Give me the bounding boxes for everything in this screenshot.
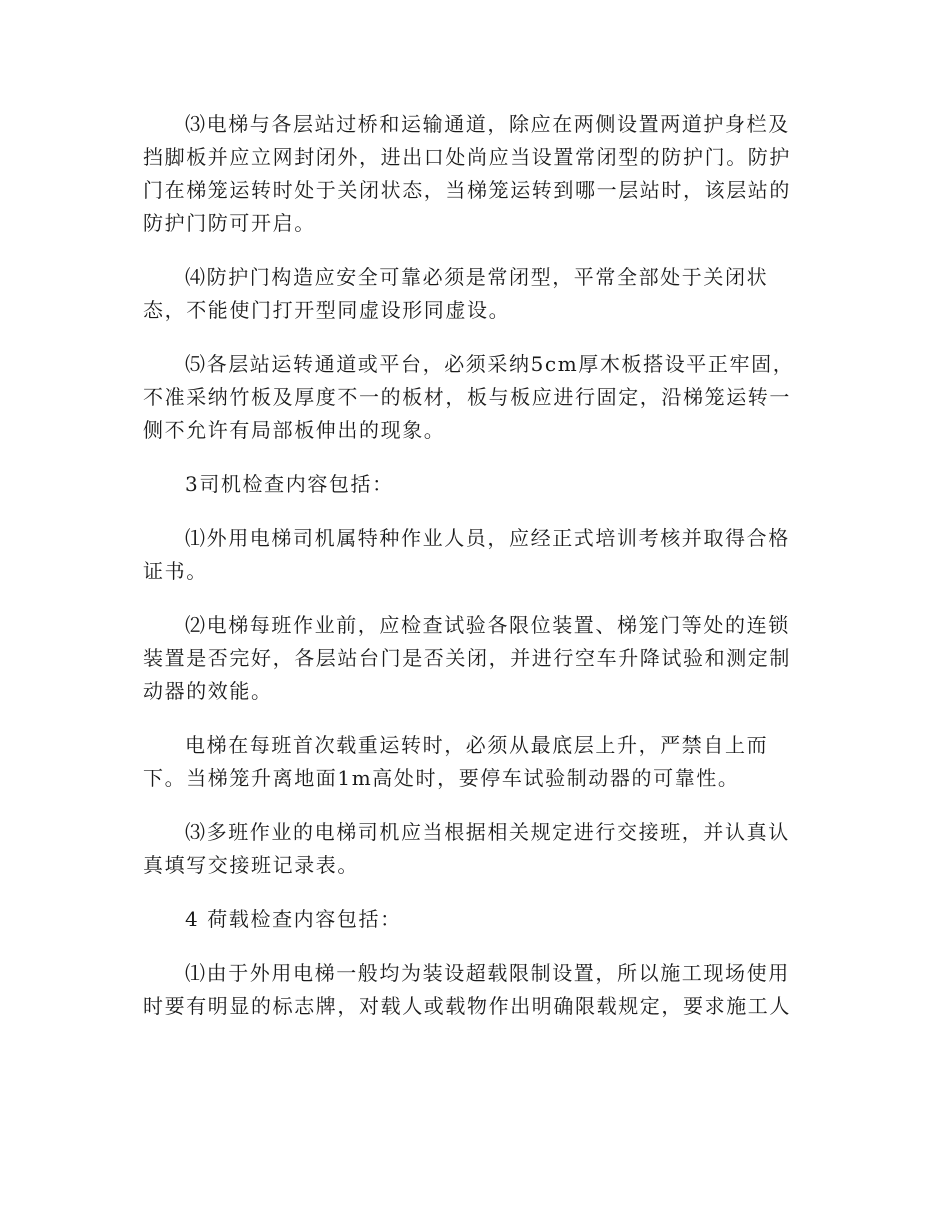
document-body <box>143 108 807 1023</box>
paragraph-elevator-bridge-gates: ⑶电梯与各层站过桥和运输通道，除应在两侧设置两道护身栏及挡脚板并应立网封闭外，进出口处尚应当设置常闭型的防护门。防护门在梯笼运转时处于关闭状态，当梯笼运转到哪一层站时，该层站的防护门防可开启。 <box>143 112 791 235</box>
paragraph-passage-platform: ⑸各层站运转通道或平台，必须采纳5cm厚木板搭设平正牢固，不准采纳竹板及厚度不一的板材，板与板应进行固定，沿梯笼运转一侧不允许有局部板伸出的现象。 <box>143 352 795 442</box>
paragraph-driver-certification: ⑴外用电梯司机属特种作业人员，应经正式培训考核并取得合格证书。 <box>143 526 790 583</box>
paragraph-first-load-run: 电梯在每班首次载重运转时，必须从最底层上升，严禁自上而下。当梯笼升离地面1m高处时，要停车试验制动器的可靠性。 <box>143 733 769 790</box>
paragraph-gate-construction: ⑷防护门构造应安全可靠必须是常闭型，平常全部处于关闭状态，不能使门打开型同虚设形同虚设。 <box>143 265 769 322</box>
section-heading-driver-inspection: 3司机检查内容包括： <box>185 472 394 496</box>
paragraph-shift-handover: ⑶多班作业的电梯司机应当根据相关规定进行交接班，并认真认真填写交接班记录表。 <box>143 820 790 877</box>
paragraph-pre-shift-check: ⑵电梯每班作业前，应检查试验各限位装置、梯笼门等处的连锁装置是否完好，各层站台门是否关闭，并进行空车升降试验和测定制动器的效能。 <box>143 613 791 703</box>
paragraph-load-limit-sign: ⑴由于外用电梯一般均为装设超载限制设置，所以施工现场使用时要有明显的标志牌，对载人或载物作出明确限载规定，要求施工人 <box>143 961 791 1018</box>
section-heading-load-inspection: 4 荷载检查内容包括： <box>185 907 402 931</box>
